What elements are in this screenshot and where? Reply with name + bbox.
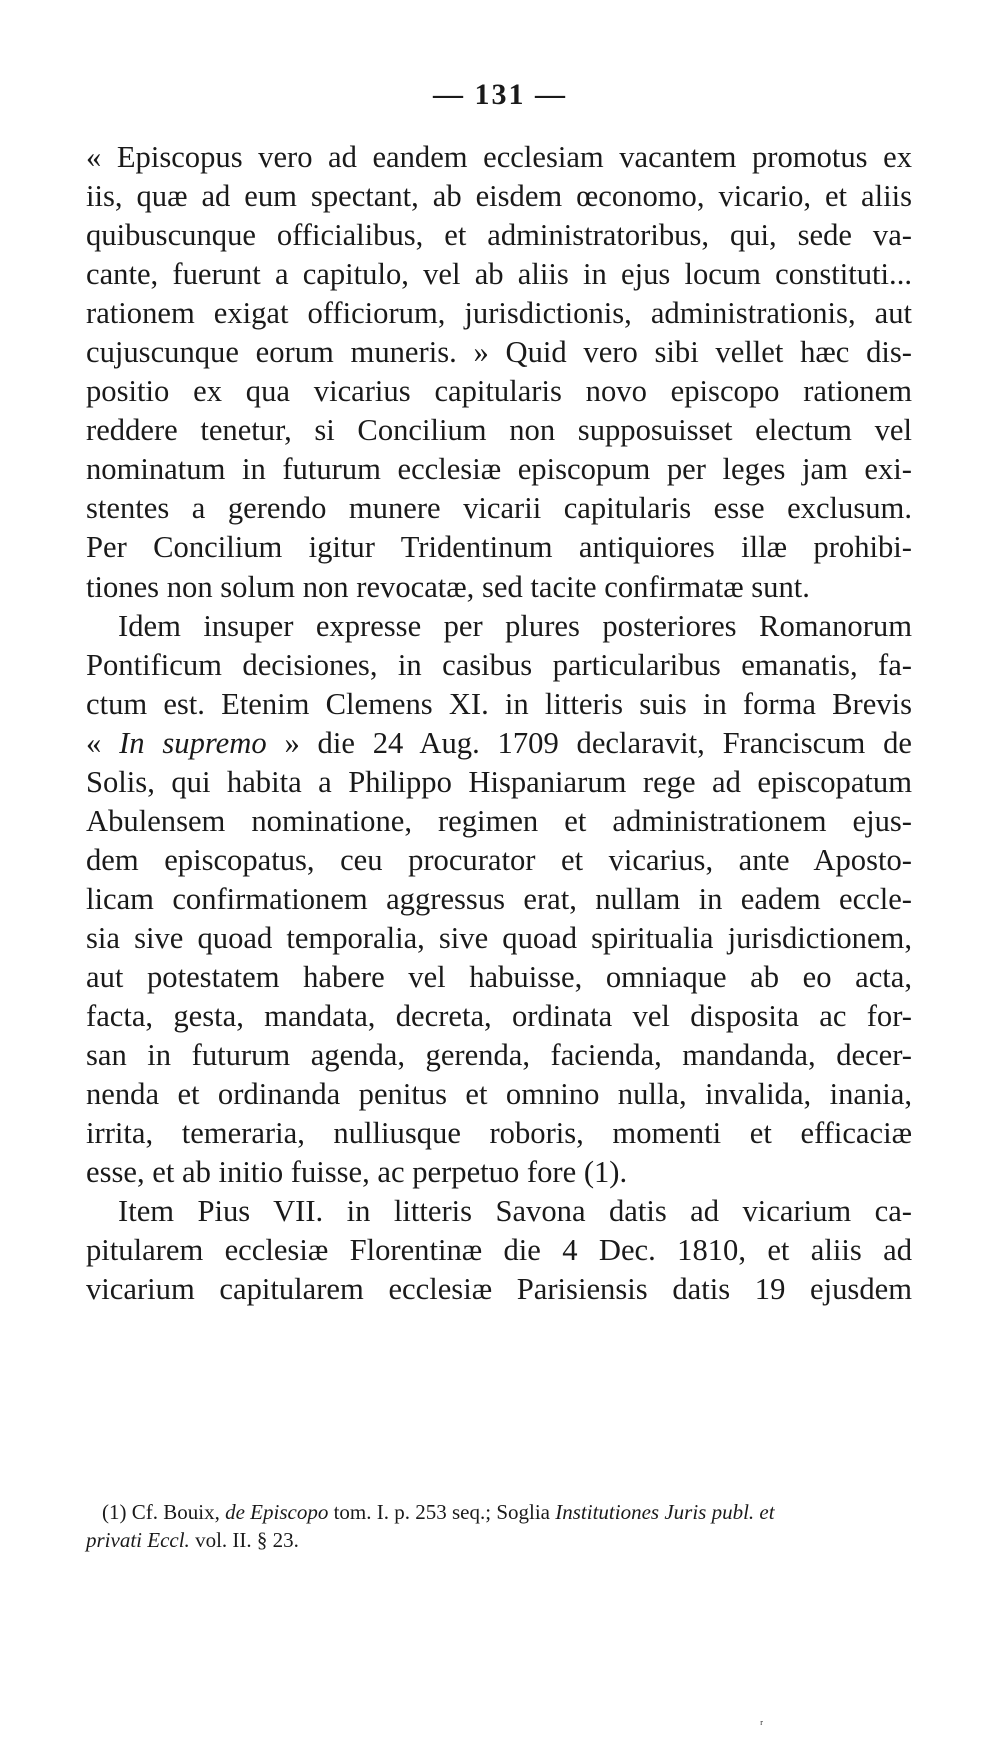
footnote-cf: Cf. Bouix,	[131, 1500, 220, 1524]
footnote-title: privati Eccl.	[86, 1528, 190, 1552]
footnote-reference: vol. II. § 23.	[195, 1528, 299, 1552]
text-line: esse, et ab initio fuisse, ac perpetuo fore (1).	[86, 1155, 628, 1190]
text-line: « Episcopus vero ad eandem ecclesiam vacantem promotus ex	[86, 140, 912, 174]
footnote-line	[86, 1498, 912, 1526]
text-line: dem episcopatus, ceu procurator et vicarius, ante Aposto-	[86, 842, 912, 877]
italic-title: In supremo	[119, 725, 267, 760]
text-line: pitularem ecclesiæ Florentinæ die 4 Dec. 1810, et aliis ad	[86, 1233, 912, 1268]
text-line: san in futurum agenda, gerenda, facienda, mandanda, decer-	[86, 1038, 912, 1073]
text-line: Abulensem nominatione, regimen et administrationem ejus-	[86, 803, 912, 838]
text-line: facta, gesta, mandata, decreta, ordinata vel disposita ac for-	[86, 999, 912, 1034]
footnote	[86, 1498, 912, 1554]
text-line: ctum est. Etenim Clemens XI. in litteris suis in forma Brevis	[86, 686, 912, 721]
footnote-title: de Episcopo	[225, 1500, 329, 1524]
text-line: Pontificum decisiones, in casibus particularibus emanatis, fa-	[86, 647, 912, 682]
text-line: Item Pius VII. in litteris Savona datis ad vicarium ca-	[118, 1194, 912, 1229]
body-text	[86, 138, 912, 1309]
text-line: reddere tenetur, si Concilium non supposuisset electum vel	[86, 413, 912, 448]
footnote-title: Institutiones Juris publ. et	[555, 1500, 775, 1524]
text-line: Solis, qui habita a Philippo Hispaniarum rege ad episcopatum	[86, 764, 912, 799]
text-line: iis, quæ ad eum spectant, ab eisdem œconomo, vicario, et aliis	[86, 179, 912, 214]
footnote-reference: tom. I. p. 253 seq.; Soglia	[333, 1500, 550, 1524]
text-line: nominatum in futurum ecclesiæ episcopum per leges jam exi-	[86, 452, 912, 487]
page-number: — 131 —	[433, 78, 567, 111]
text-line: cujuscunque eorum muneris. » Quid vero sibi vellet hæc dis-	[86, 335, 912, 370]
text-line: rationem exigat officiorum, jurisdictionis, administrationis, aut	[86, 296, 912, 331]
text-line: Idem insuper expresse per plures posteriores Romanorum	[118, 608, 912, 643]
text-line: quibuscunque officialibus, et administratoribus, qui, sede va-	[86, 218, 912, 253]
text-line: stentes a gerendo munere vicarii capitularis esse exclusum.	[86, 491, 912, 526]
text-line: licam confirmationem aggressus erat, nullam in eadem eccle-	[86, 881, 912, 916]
text-line: irrita, temeraria, nulliusque roboris, momenti et efficaciæ	[86, 1116, 912, 1151]
text-line: positio ex qua vicarius capitularis novo episcopo rationem	[86, 374, 912, 409]
text-line: vicarium capitularem ecclesiæ Parisiensis datis 19 ejusdem	[86, 1272, 912, 1307]
stray-mark: ʳ	[760, 1718, 764, 1733]
text-line: nenda et ordinanda penitus et omnino nulla, invalida, inania,	[86, 1077, 912, 1112]
footnote-marker: (1)	[102, 1500, 127, 1524]
text-line-with-italic: « In supremo » die 24 Aug. 1709 declaravit, Franciscum de	[86, 725, 912, 760]
text-line: cante, fuerunt a capitulo, vel ab aliis in ejus locum constituti...	[86, 257, 912, 292]
text-line: tiones non solum non revocatæ, sed tacite confirmatæ sunt.	[86, 569, 810, 604]
text-line: sia sive quoad temporalia, sive quoad spiritualia jurisdictionem,	[86, 920, 912, 955]
text-line: aut potestatem habere vel habuisse, omniaque ab eo acta,	[86, 959, 912, 994]
footnote-line	[86, 1526, 912, 1554]
text-line: Per Concilium igitur Tridentinum antiquiores illæ prohibi-	[86, 530, 912, 565]
